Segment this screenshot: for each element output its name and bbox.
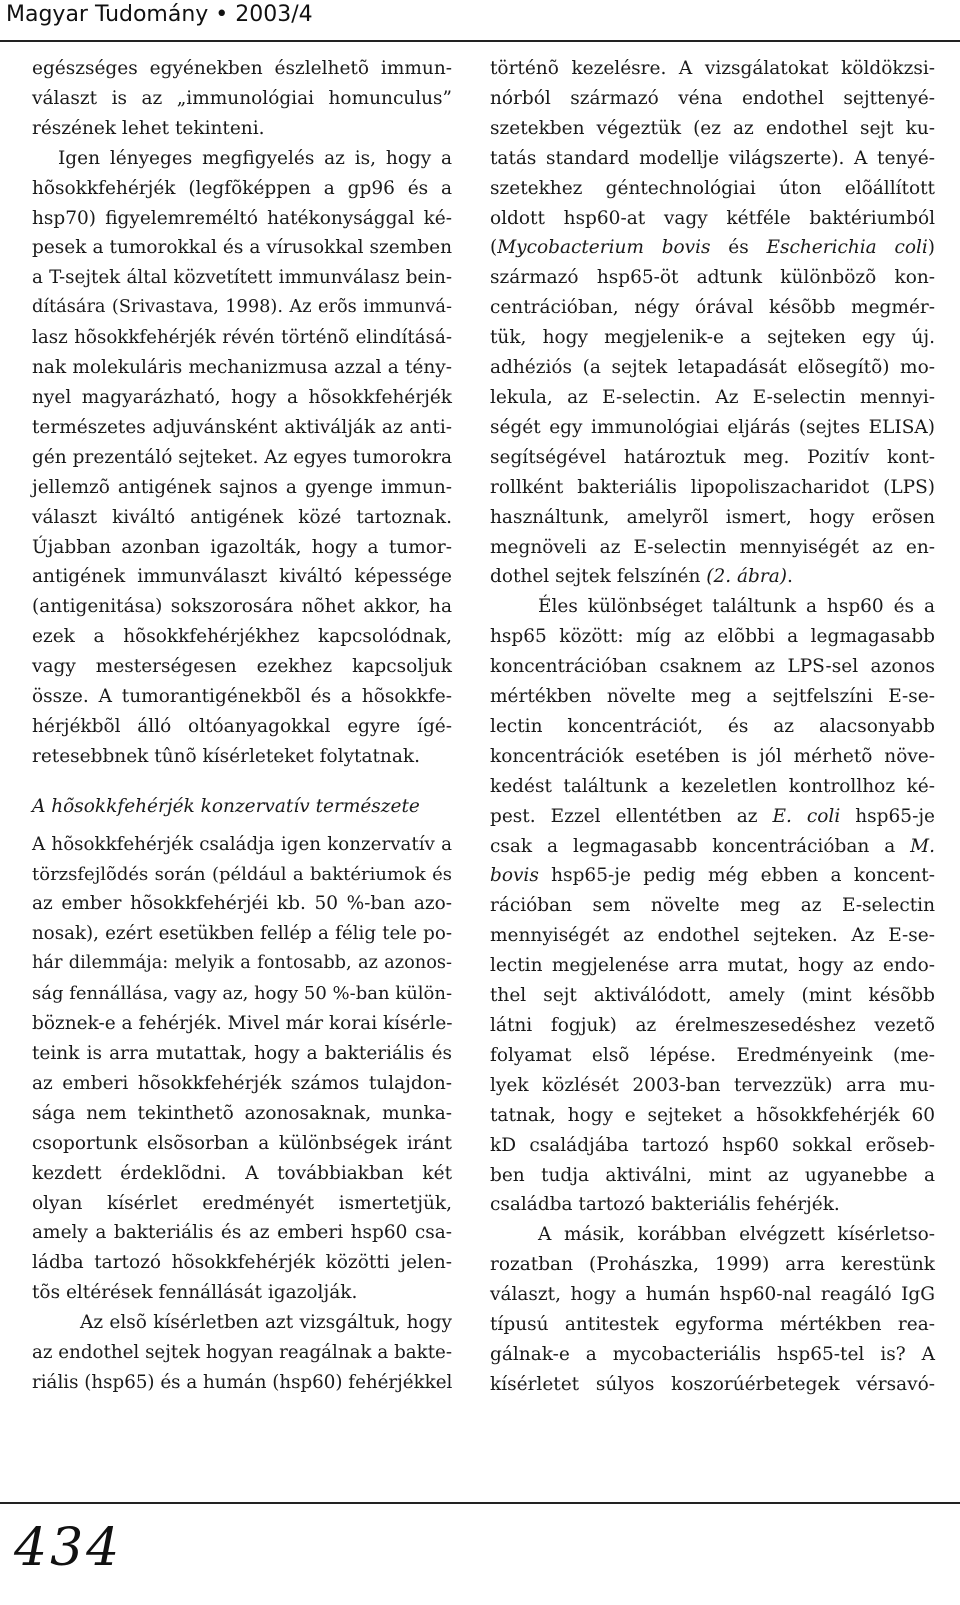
paragraph bbox=[490, 1220, 935, 1399]
text-line: rozatban (Prohászka, 1999) arra kerestünk bbox=[490, 1254, 935, 1276]
text-line: kísérletet súlyos koszorúérbetegek vérsavó- bbox=[490, 1373, 935, 1395]
text-line: Újabban azonban igazolták, hogy a tumor- bbox=[32, 536, 452, 558]
text-line: böznek-e a fehérjék. Mivel már korai kísérle- bbox=[32, 1013, 453, 1035]
text-line: vagy mesterségesen ezekhez kapcsoljuk bbox=[32, 656, 452, 678]
species-name: bovis bbox=[490, 865, 539, 887]
text-line: amely a bakteriális és az emberi hsp60 csa- bbox=[32, 1222, 452, 1244]
text-line bbox=[490, 832, 935, 862]
text-fragment: dothel sejtek felszínén bbox=[490, 566, 707, 588]
text-line: centrációban, négy órával késõbb megmér- bbox=[490, 297, 935, 319]
text-line: mértékben növelte meg a sejtfelszíni E-se- bbox=[490, 686, 935, 708]
text-line: természetes adjuvánsként aktiválják az anti- bbox=[32, 416, 452, 438]
text-line: dítására (Srivastava, 1998). Az erõs immunvá- bbox=[32, 297, 452, 318]
text-line: lasz hõsokkfehérjék révén történõ elindításá- bbox=[32, 327, 452, 349]
text-line bbox=[490, 861, 935, 891]
text-line: jellemzõ antigének sajnos a gyenge immun- bbox=[32, 476, 452, 498]
text-line: nyel magyarázható, hogy a hõsokkfehérjék bbox=[32, 386, 452, 408]
text-line: ezek a hõsokkfehérjékhez kapcsolódnak, bbox=[32, 626, 452, 648]
text-line: riális (hsp65) és a humán (hsp60) fehérjékkel bbox=[32, 1371, 453, 1393]
text-fragment: . bbox=[786, 566, 793, 588]
text-fragment: csak a legmagasabb koncentrációban a bbox=[490, 835, 911, 857]
text-line: történõ kezelésre. A vizsgálatokat köldökzsi- bbox=[490, 58, 935, 79]
text-line: antigének immunválaszt kiváltó képessége bbox=[32, 566, 452, 588]
text-line: folyamat elsõ lépése. Eredményeink (me- bbox=[490, 1044, 935, 1066]
text-line bbox=[490, 562, 935, 592]
paragraph bbox=[32, 144, 452, 772]
text-line: nórból származó véna endothel sejttenyé- bbox=[490, 87, 935, 109]
text-line: retesebbnek tûnõ kísérleteket folytatnak. bbox=[32, 745, 420, 767]
page-number: 434 bbox=[14, 1518, 123, 1578]
paragraph bbox=[32, 830, 452, 1309]
text-line: sága nem tekinthetõ azonosaknak, munka- bbox=[32, 1102, 452, 1124]
text-line: ládba tartozó hõsokkfehérjék közötti jelen- bbox=[32, 1252, 452, 1274]
text-line: kedést találtunk a kezeletlen kontrollhoz ké- bbox=[490, 775, 935, 797]
paragraph bbox=[490, 54, 935, 592]
text-line: tõs eltérések fennállását igazolják. bbox=[32, 1282, 358, 1304]
text-line: oldott hsp60-at vagy kétféle baktériumból bbox=[490, 207, 935, 229]
text-line: hár dilemmája: melyik a fontosabb, az azonos- bbox=[32, 953, 452, 974]
text-line: tatnak, hogy e sejteket a hõsokkfehérjék 60 bbox=[490, 1104, 935, 1126]
text-line: hérjékbõl álló oltóanyagokkal egyre ígé- bbox=[32, 715, 452, 737]
text-line: családba tartozó bakteriális fehérjék. bbox=[490, 1194, 840, 1216]
text-line: szetekben végeztük (ez az endothel sejt ku- bbox=[490, 117, 935, 139]
text-line: kD családjába tartozó hsp60 sokkal erõseb- bbox=[490, 1134, 935, 1156]
text-line: csoportunk elsõsorban a különbségek iránt bbox=[32, 1132, 452, 1154]
text-line: látni fogjuk) az érelmeszesedéshez vezetõ bbox=[490, 1015, 935, 1036]
text-line: teink is arra mutattak, hogy a bakteriális és bbox=[32, 1043, 452, 1064]
text-line: tatás standard modellje világszerte). A tenyé- bbox=[490, 147, 935, 169]
text-line: adhéziós (a sejtek letapadását elõsegítõ) mo- bbox=[490, 357, 935, 379]
paragraph bbox=[490, 592, 935, 1220]
footer-rule bbox=[0, 1502, 960, 1504]
text-line: szetekhez géntechnológiai úton elõállított bbox=[490, 177, 935, 199]
left-column bbox=[32, 54, 452, 1398]
text-line: származó hsp65-öt adtunk különbözõ kon- bbox=[490, 267, 935, 289]
right-column bbox=[490, 54, 935, 1400]
text-line: olyan kísérlet eredményét ismertetjük, bbox=[32, 1192, 452, 1214]
text-line: ben tudja aktiválni, mint az ugyanebbe a bbox=[490, 1164, 935, 1186]
text-line: rációban sem növelte meg az E-selectin bbox=[490, 895, 935, 917]
text-line: ság fennállása, vagy az, hogy 50 %-ban külön- bbox=[32, 983, 453, 1005]
text-line: az endothel sejtek hogyan reagálnak a bakte- bbox=[32, 1342, 452, 1364]
text-line: nosak), ezért esetükben fellép a félig tele po- bbox=[32, 923, 452, 945]
text-fragment: pest. Ezzel ellentétben az bbox=[490, 805, 773, 827]
text-line: nak molekuláris mechanizmusa azzal a tény- bbox=[32, 357, 452, 379]
species-name: E. coli bbox=[772, 805, 841, 827]
text-line: hsp65 között: míg az elõbbi a legmagasabb bbox=[490, 626, 935, 648]
journal-header: Magyar Tudomány • 2003/4 bbox=[6, 2, 313, 27]
text-line: választ is az „immunológiai homunculus” bbox=[32, 87, 452, 109]
text-line: gálnak-e a mycobacteriális hsp65-tel is? A bbox=[490, 1343, 935, 1365]
text-fragment: hsp65-je bbox=[840, 805, 935, 827]
text-line: mennyiségét az endothel sejteken. Az E-se- bbox=[490, 925, 935, 947]
species-name: Escherichia coli bbox=[766, 237, 928, 259]
text-line: megnöveli az E-selectin mennyiségét az en- bbox=[490, 536, 935, 558]
text-line: kezdett érdeklõdni. A továbbiakban két bbox=[32, 1162, 452, 1184]
text-line: lekula, az E-selectin. Az E-selectin mennyi- bbox=[490, 386, 935, 408]
paragraph bbox=[32, 1308, 452, 1398]
text-line: A hõsokkfehérjék családja igen konzervatív a bbox=[32, 833, 452, 855]
text-line: lectin koncentrációt, és az alacsonyabb bbox=[490, 715, 935, 737]
text-line: lectin megjelenése arra mutat, hogy az endo- bbox=[490, 955, 935, 977]
text-line: választ, hogy a humán hsp60-nal reagáló IgG bbox=[490, 1284, 935, 1306]
text-line bbox=[490, 233, 935, 263]
text-line: az emberi hõsokkfehérjék számos tulajdon- bbox=[32, 1072, 452, 1094]
text-line: Igen lényeges megfigyelés az is, hogy a bbox=[58, 147, 452, 169]
text-line: hsp70) figyelemreméltó hatékonysággal ké- bbox=[32, 207, 452, 229]
text-line bbox=[490, 802, 935, 832]
text-line: választ kiváltó antigének közé tartoznak. bbox=[32, 506, 452, 528]
text-line: lyek közlését 2003-ban tervezzük) arra mu- bbox=[490, 1074, 935, 1096]
text-line: rollként bakteriális lipopoliszacharidot (LPS) bbox=[490, 476, 935, 498]
text-line: össze. A tumorantigénekbõl és a hõsokkfe- bbox=[32, 686, 452, 708]
text-line: használtunk, amelyrõl ismert, hogy erõsen bbox=[490, 506, 935, 528]
text-line: Az elsõ kísérletben azt vizsgáltuk, hogy bbox=[80, 1312, 452, 1334]
species-name: M. bbox=[910, 835, 935, 857]
text-line: az ember hõsokkfehérjéi kb. 50 %-ban azo- bbox=[32, 893, 452, 915]
text-fragment: és bbox=[710, 237, 767, 259]
figure-reference: (2. ábra) bbox=[706, 566, 787, 588]
text-line: hõsokkfehérjék (legfõképpen a gp96 és a bbox=[32, 177, 452, 199]
text-line: Éles különbséget találtunk a hsp60 és a bbox=[538, 596, 935, 618]
text-line: thel sejt aktiválódott, amely (mint késõbb bbox=[490, 985, 935, 1007]
text-fragment: hsp65-je pedig még ebben a koncent- bbox=[538, 865, 935, 887]
text-line: segítségével határoztuk meg. Pozitív kont- bbox=[490, 446, 935, 468]
text-line: (antigenitása) sokszorosára nõhet akkor, ha bbox=[32, 596, 452, 618]
species-name: Mycobacterium bovis bbox=[497, 237, 711, 259]
text-line: koncentrációk esetében is jól mérhetõ növe- bbox=[490, 745, 935, 767]
text-line: törzsfejlõdés során (például a baktériumok és bbox=[32, 863, 452, 885]
text-line: típusú antitestek egyforma mértékben rea- bbox=[490, 1314, 935, 1336]
text-line: egészséges egyénekben észlelhetõ immun- bbox=[32, 58, 452, 79]
text-line: pesek a tumorokkal és a vírusokkal szemben bbox=[32, 237, 452, 259]
text-line: ségét egy immunológiai eljárás (sejtes ELISA) bbox=[490, 416, 935, 438]
text-line: tük, hogy megjelenik-e a sejteken egy új. bbox=[490, 327, 935, 349]
text-line: koncentrációban csaknem az LPS-sel azonos bbox=[490, 656, 935, 678]
text-line: A másik, korábban elvégzett kísérletso- bbox=[538, 1224, 935, 1246]
text-line: a T-sejtek által közvetített immunválasz bein- bbox=[32, 267, 452, 289]
text-fragment: ) bbox=[927, 237, 936, 259]
paragraph bbox=[32, 54, 452, 144]
text-line: gén prezentáló sejteket. Az egyes tumorokra bbox=[32, 446, 452, 468]
text-fragment: ( bbox=[490, 237, 498, 259]
section-heading: A hõsokkfehérjék konzervatív természete bbox=[32, 795, 420, 817]
text-line: részének lehet tekinteni. bbox=[32, 117, 265, 139]
header-rule bbox=[0, 40, 960, 42]
